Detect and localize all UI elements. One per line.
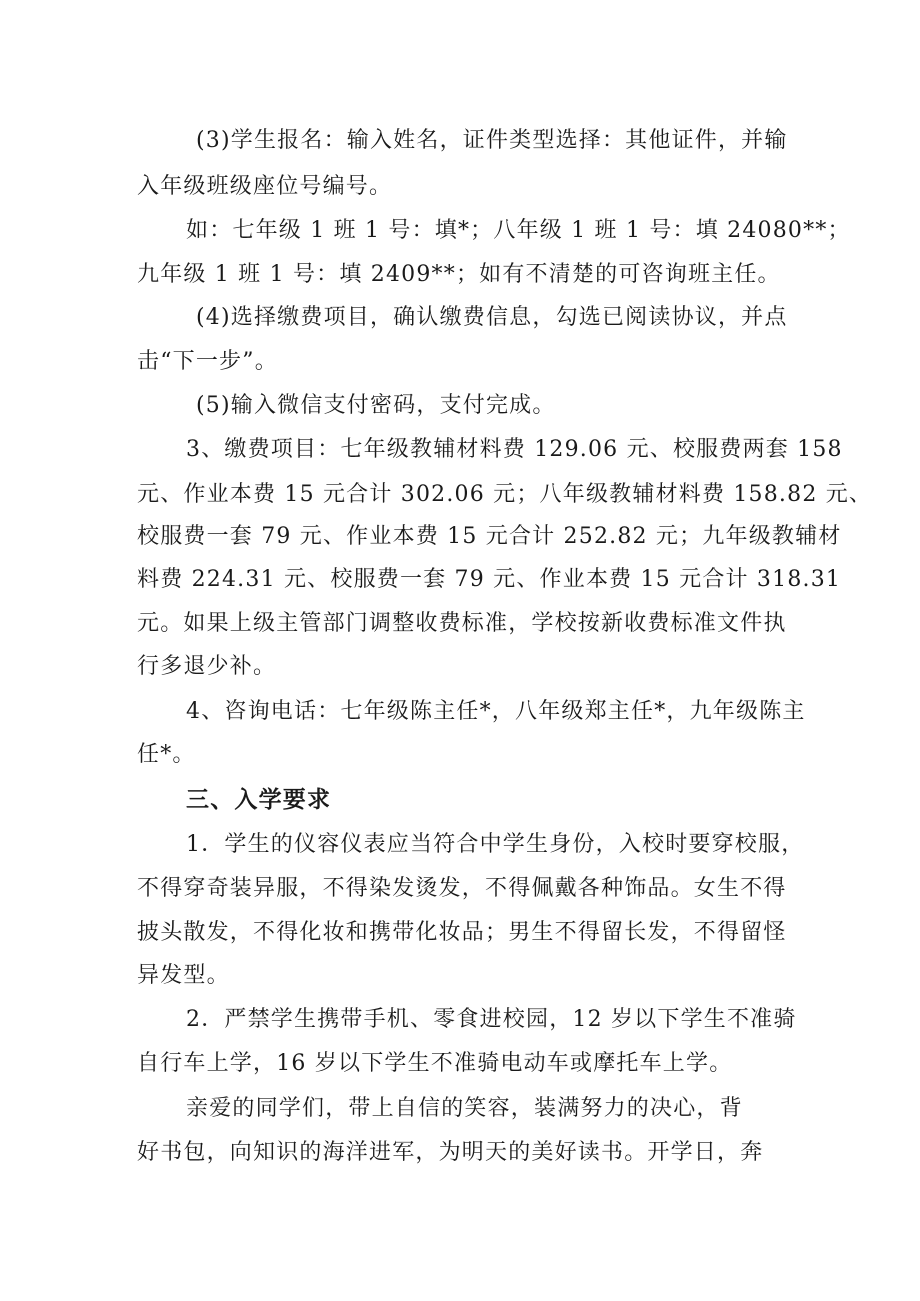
example-line-2: 九年级 1 班 1 号：填 2409**；如有不清楚的可咨询班主任。 (137, 262, 781, 287)
rule-2-line-1: 2．严禁学生携带手机、零食进校园，12 岁以下学生不准骑 (186, 1007, 797, 1032)
example-line-1: 如：七年级 1 班 1 号：填*；八年级 1 班 1 号：填 24080**； (186, 218, 851, 243)
step-4-line-2: 击“下一步”。 (137, 349, 278, 374)
step-3-line-2: 入年级班级座位号编号。 (137, 174, 393, 199)
contact-line-2: 任*。 (137, 742, 196, 767)
step-5-line: (5)输入微信支付密码，支付完成。 (196, 393, 556, 418)
fees-line-5: 元。如果上级主管部门调整收费标准，学校按新收费标准文件执 (137, 611, 787, 636)
closing-line-2: 好书包，向知识的海洋进军，为明天的美好读书。开学日，奔 (137, 1140, 764, 1165)
step-3-line-1: (3)学生报名：输入姓名，证件类型选择：其他证件，并输 (196, 128, 788, 153)
fees-line-2: 元、作业本费 15 元合计 302.06 元；八年级教辅材料费 158.82 元、 (137, 482, 873, 507)
rule-1-line-1: 1．学生的仪容仪表应当符合中学生身份，入校时要穿校服， (186, 832, 805, 857)
rule-1-line-2: 不得穿奇装异服，不得染发烫发，不得佩戴各种饰品。女生不得 (137, 876, 787, 901)
fees-line-4: 料费 224.31 元、校服费一套 79 元、作业本费 15 元合计 318.31 (137, 567, 842, 592)
contact-line-1: 4、咨询电话：七年级陈主任*，八年级郑主任*，九年级陈主 (186, 699, 806, 724)
rule-2-line-2: 自行车上学，16 岁以下学生不准骑电动车或摩托车上学。 (137, 1051, 733, 1076)
section-heading: 三、入学要求 (186, 787, 332, 813)
rule-1-line-4: 异发型。 (137, 963, 230, 988)
closing-line-1: 亲爱的同学们，带上自信的笑容，装满努力的决心，背 (186, 1096, 743, 1121)
fees-line-3: 校服费一套 79 元、作业本费 15 元合计 252.82 元；九年级教辅材 (137, 524, 842, 549)
rule-1-line-3: 披头散发，不得化妆和携带化妆品；男生不得留长发，不得留怪 (137, 920, 787, 945)
fees-line-1: 3、缴费项目：七年级教辅材料费 129.06 元、校服费两套 158 (186, 437, 843, 462)
step-4-line-1: (4)选择缴费项目，确认缴费信息，勾选已阅读协议，并点 (196, 305, 788, 330)
fees-line-6: 行多退少补。 (137, 654, 277, 679)
